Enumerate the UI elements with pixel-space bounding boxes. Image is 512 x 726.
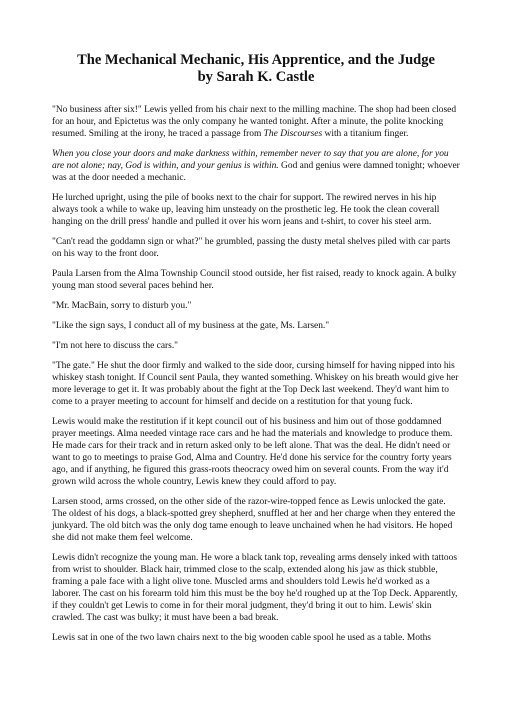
document-body [52,104,460,644]
paragraph [52,268,460,292]
paragraph [52,360,460,408]
paragraph [52,300,460,312]
paragraph [52,416,460,488]
text-run: "Mr. MacBain, sorry to disturb you." [52,301,192,311]
text-run: with a titanium finger. [322,129,409,139]
italic-text: When you close your doors and make darkness within, remember never to say that you are alone, for you are not alone; nay, God is within, and your genius is within. [52,149,449,171]
text-run: Larsen stood, arms crossed, on the other side of the razor-wire-topped fence as Lewis unlocked the gate. The oldest of his dogs, a black-spotted grey shepherd, snuffled at her and her charge when they entered the junkyard. The old bitch was the only dog tame enough to leave unchained when he had visitors. He hoped she did not make them feel welcome. [52,497,456,543]
paragraph [52,496,460,544]
paragraph [52,192,460,228]
author-byline: by Sarah K. Castle [197,69,315,85]
paragraph [52,552,460,624]
paragraph [52,104,460,140]
paragraph [52,320,460,332]
text-run: "I'm not here to discuss the cars." [52,341,179,351]
text-run: He lurched upright, using the pile of books next to the chair for support. The rewired nerves in his hip always took a while to wake up, leaving him unsteady on the prosthetic leg. He took the clean coverall hanging on the drill press' handle and pulled it over his worn jeans and t-shirt, to cover his steel arm. [52,193,440,227]
text-run: "Can't read the goddamn sign or what?" he grumbled, passing the dusty metal shelves piled with car parts on his way to the front door. [52,237,451,259]
text-run: "No business after six!" Lewis yelled from his chair next to the milling machine. The shop had been closed for an hour, and Epictetus was the only company he wanted tonight. After a minute, the polite knocking resumed. Smiling at the irony, he traced a passage from [52,105,457,139]
title-line: The Mechanical Mechanic, His Apprentice, and the Judge [77,52,435,68]
italic-text: The Discourses [263,129,323,139]
paragraph [52,236,460,260]
paragraph [52,632,460,644]
text-run: Paula Larsen from the Alma Township Council stood outside, her fist raised, ready to knock again. A bulky young man stood several paces behind her. [52,269,457,291]
paragraph [52,340,460,352]
text-run: "The gate." He shut the door firmly and walked to the side door, cursing himself for having nipped into his whiskey stash tonight. If Council sent Paula, they wanted something. Whiskey on his breath would give her more leverage to get it. It was probably about the fight at the Top Deck last weekend. They'd want him to come to a prayer meeting to account for himself and decide on a restitution for that young fuck. [52,361,459,407]
text-run: Lewis sat in one of the two lawn chairs next to the big wooden cable spool he used as a table. Moths [52,633,431,643]
text-run: Lewis would make the restitution if it kept council out of his business and him out of those goddamned prayer meetings. Alma needed vintage race cars and he had the materials and knowledge to produce them. He made cars for their track and in return asked only to be left alone. That was the deal. He didn't need or want to go to meetings to praise God, Alma and Country. He'd done his service for the country forty years ago, and if anything, he figured this grass-roots theocracy owed him on several counts. From the way it'd grown wild across the whole country, Lewis knew they could afford to pay. [52,417,453,487]
document-title [52,52,460,86]
text-run: Lewis didn't recognize the young man. He wore a black tank top, revealing arms densely inked with tattoos from wrist to shoulder. Black hair, trimmed close to the scalp, extended along his jaw as thick stubble, framing a pale face with a light olive tone. Muscled arms and shoulders told Lewis he'd worked as a laborer. The cast on his forearm told him this must be the boy he'd roughed up at the Top Deck. Apparently, if they couldn't get Lewis to come in for their moral judgment, they'd bring it out to him. Lewis' skin crawled. The cast was bulky; it must have been a bad break. [52,553,458,623]
text-run: "Like the sign says, I conduct all of my business at the gate, Ms. Larsen." [52,321,330,331]
paragraph [52,148,460,184]
text-run: God and genius were damned tonight; whoever was at the door needed a mechanic. [52,161,460,183]
